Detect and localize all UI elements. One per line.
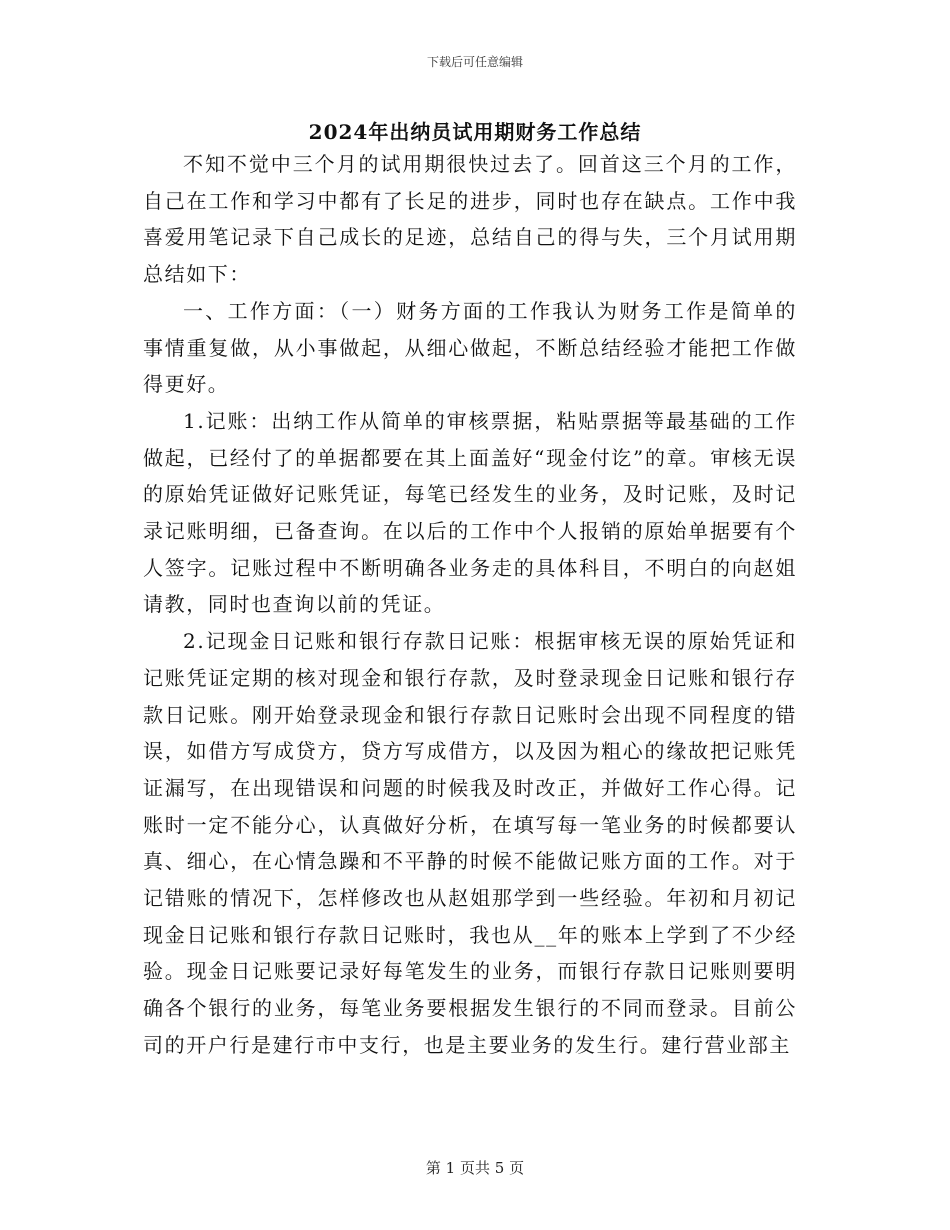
document-title: 2024年出纳员试用期财务工作总结: [308, 120, 642, 144]
header-note: 下载后可任意编辑: [426, 55, 523, 69]
paragraph-bookkeeping: 1.记账：出纳工作从简单的审核票据，粘贴票据等最基础的工作做起，已经付了的单据都要在其上面盖好“现金付讫”的章。审核无误的原始凭证做好记账凭证，每笔已经发生的业务，及时记账，及时记录记账明细，已备查询。在以后的工作中个人报销的原始单据要有个人签字。记账过程中不断明确各业务走的具体科目，不明白的向赵姐请教，同时也查询以前的凭证。: [143, 408, 797, 617]
document-body: [143, 146, 797, 1064]
paragraph-work-overview: 一、工作方面：（一）财务方面的工作我认为财务工作是简单的事情重复做，从小事做起，从细心做起，不断总结经验才能把工作做得更好。: [143, 298, 797, 397]
paragraph-cash-bank-journal: 2.记现金日记账和银行存款日记账：根据审核无误的原始凭证和记账凭证定期的核对现金和银行存款，及时登录现金日记账和银行存款日记账。刚开始登录现金和银行存款日记账时会出现不同程度的错误，如借方写成贷方，贷方写成借方，以及因为粗心的缘故把记账凭证漏写，在出现错误和问题的时候我及时改正，并做好工作心得。记账时一定不能分心，认真做好分析，在填写每一笔业务的时候都要认真、细心，在心情急躁和不平静的时候不能做记账方面的工作。对于记错账的情况下，怎样修改也从赵姐那学到一些经验。年初和月初记现金日记账和银行存款日记账时，我也从__年的账本上学到了不少经验。现金日记账要记录好每笔发生的业务，而银行存款日记账则要明确各个银行的业务，每笔业务要根据发生银行的不同而登录。目前公司的开户行是建行市中支行，也是主要业务的发生行。建行营业部主: [143, 629, 797, 1057]
paragraph-intro: 不知不觉中三个月的试用期很快过去了。回首这三个月的工作，自己在工作和学习中都有了长足的进步，同时也存在缺点。工作中我喜爱用笔记录下自己成长的足迹，总结自己的得与失，三个月试用期总结如下：: [143, 152, 797, 287]
page-number: 第 1 页共 5 页: [425, 1159, 525, 1177]
